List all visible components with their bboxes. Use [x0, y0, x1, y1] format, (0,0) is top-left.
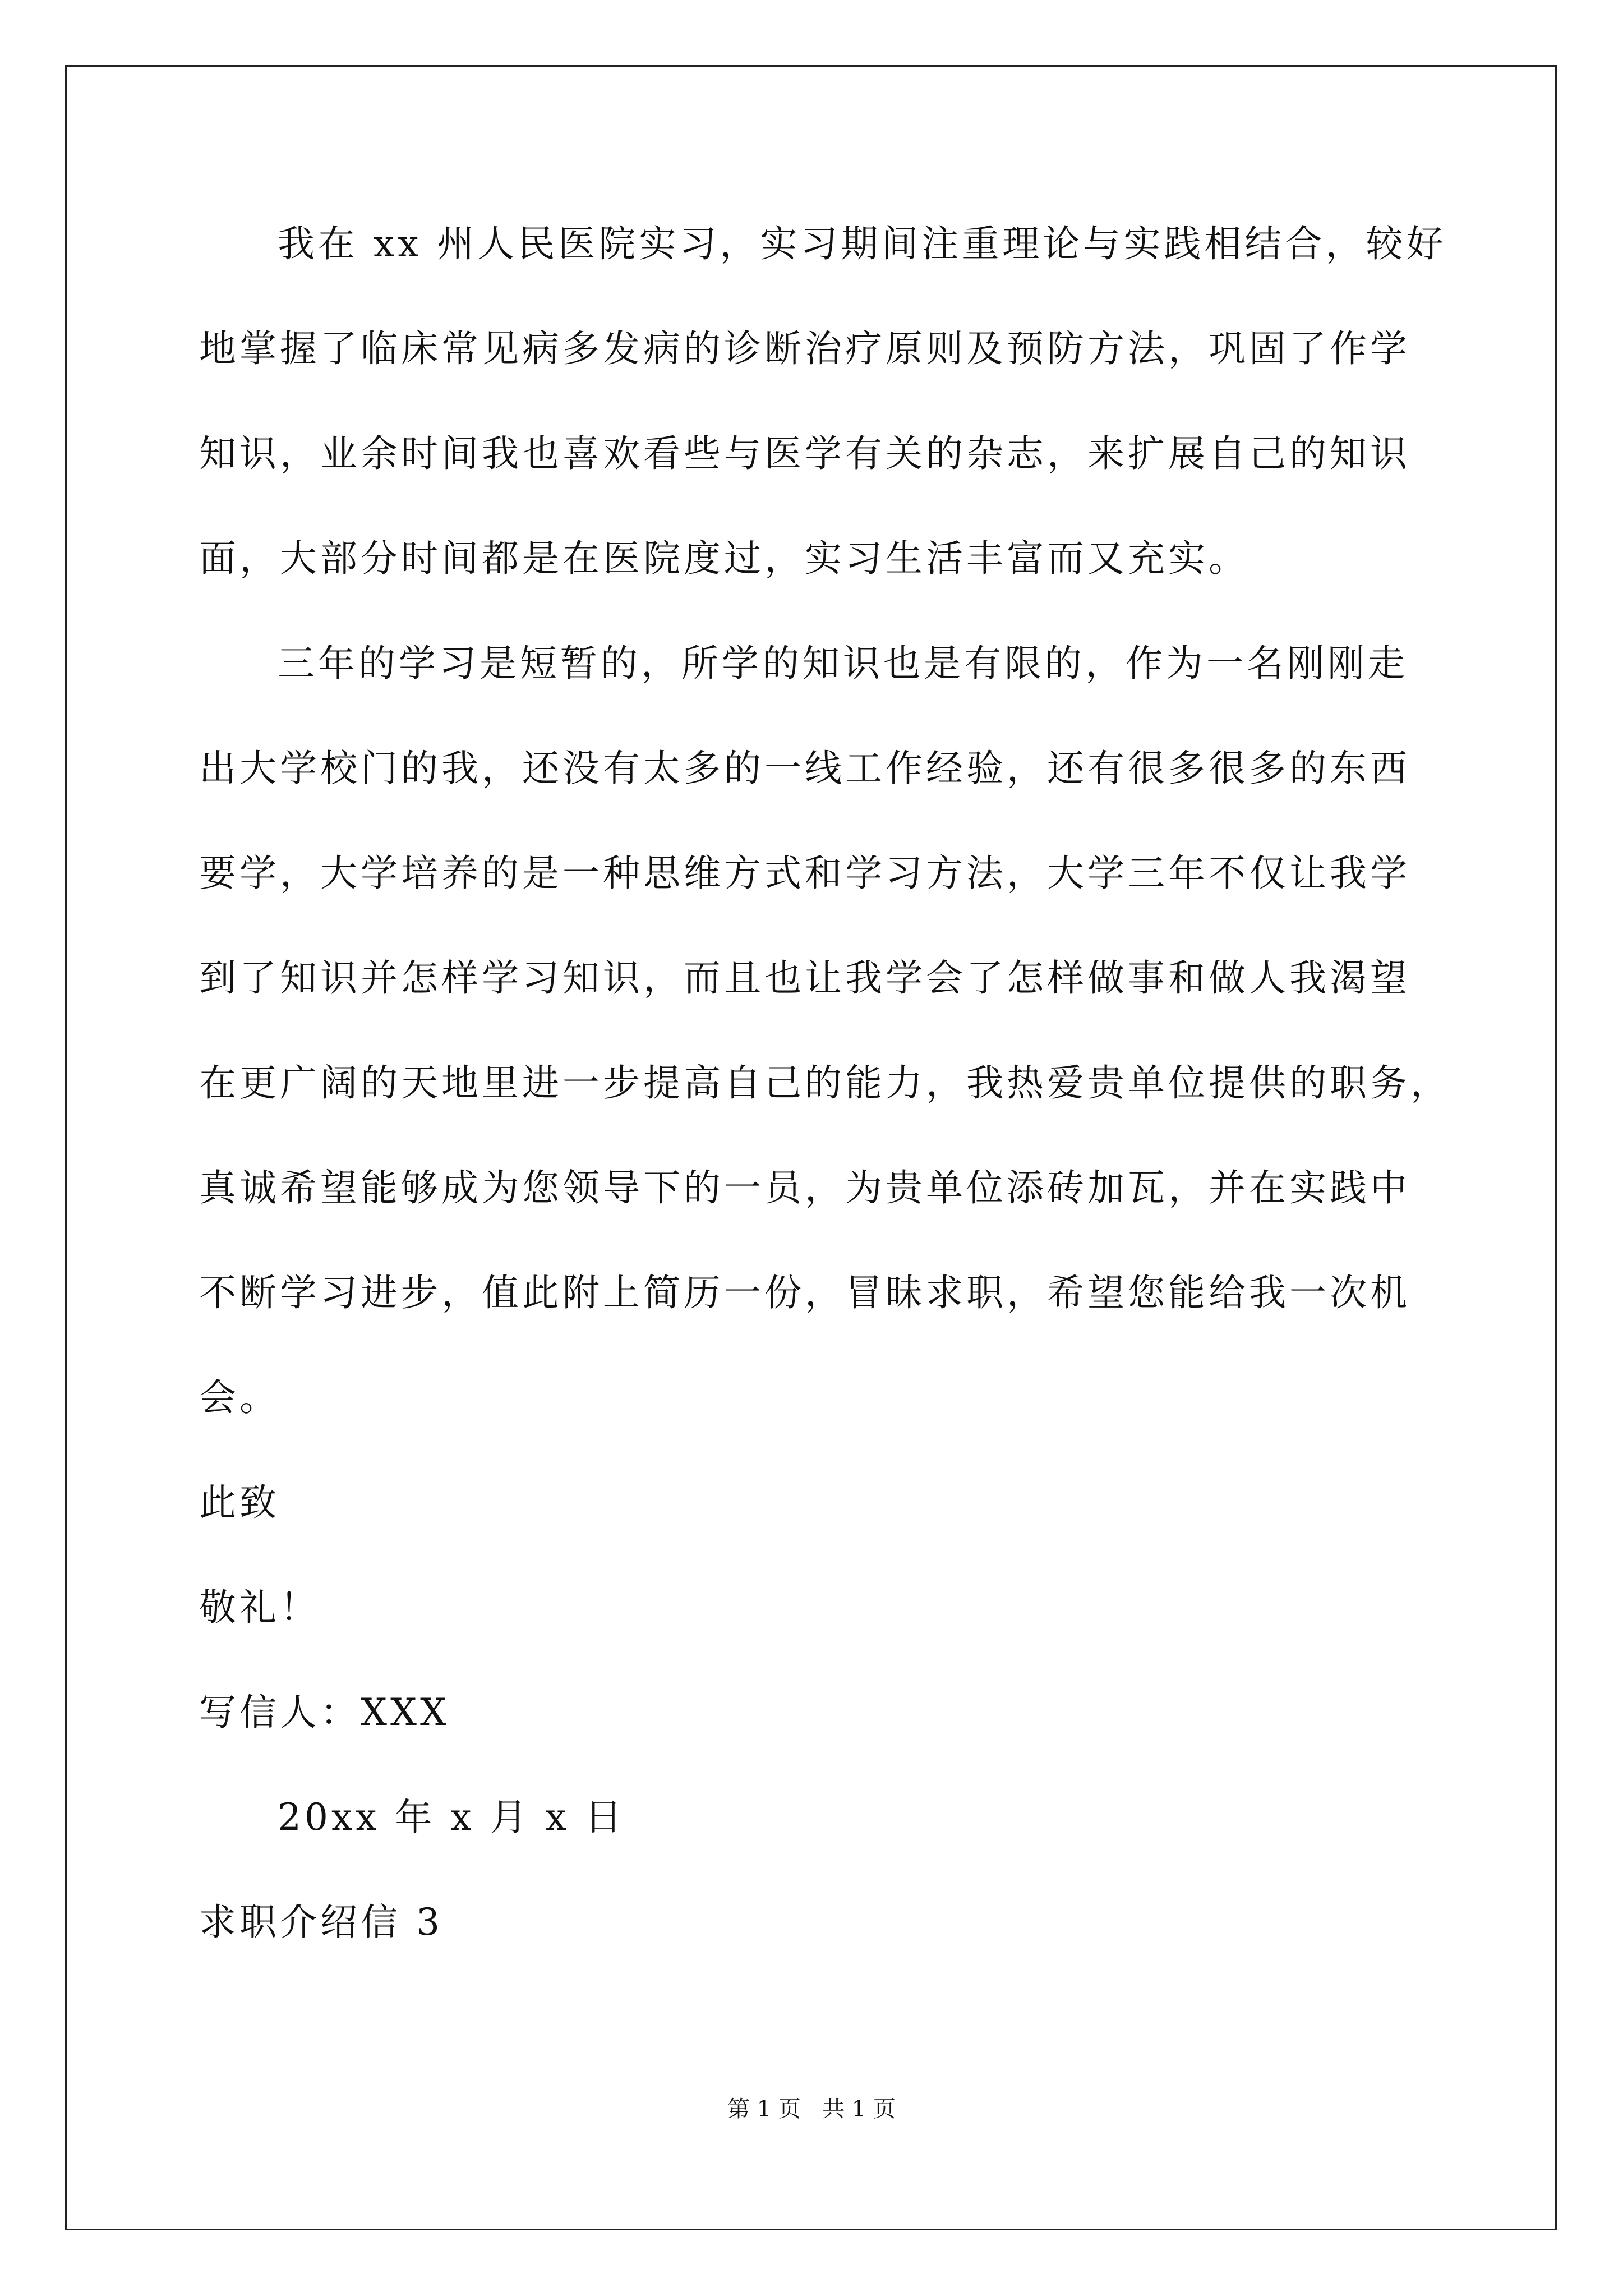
date-line: 20xx 年 x 月 x 日	[278, 1796, 625, 1839]
paragraph-2-line-5: 在更广阔的天地里进一步提高自己的能力，我热爱贵单位提供的职务，	[199, 1061, 1451, 1105]
next-section-title: 求职介绍信 3	[199, 1901, 443, 1944]
paragraph-2-line-8: 会。	[199, 1376, 280, 1419]
paragraph-2-line-7: 不断学习进步，值此附上简历一份，冒昧求职，希望您能给我一次机	[199, 1271, 1410, 1314]
paragraph-2-line-1: 三年的学习是短暂的，所学的知识也是有限的，作为一名刚刚走	[278, 642, 1408, 685]
signature-line: 写信人：XXX	[199, 1691, 450, 1734]
paragraph-2-line-6: 真诚希望能够成为您领导下的一员，为贵单位添砖加瓦，并在实践中	[199, 1166, 1410, 1209]
paragraph-2-line-4: 到了知识并怎样学习知识，而且也让我学会了怎样做事和做人我渴望	[199, 956, 1410, 1000]
paragraph-2-line-3: 要学，大学培养的是一种思维方式和学习方法，大学三年不仅让我学	[199, 852, 1410, 895]
page-footer: 第 1 页 共 1 页	[727, 2096, 896, 2122]
paragraph-1-line-4: 面，大部分时间都是在医院度过，实习生活丰富而又充实。	[199, 537, 1249, 580]
closing-regards: 敬礼！	[199, 1586, 320, 1629]
closing-salutation: 此致	[199, 1481, 280, 1524]
paragraph-1-line-1: 我在 xx 州人民医院实习，实习期间注重理论与实践相结合，较好	[278, 222, 1447, 265]
paragraph-1-line-3: 知识，业余时间我也喜欢看些与医学有关的杂志，来扩展自己的知识	[199, 432, 1410, 475]
paragraph-1-line-2: 地掌握了临床常见病多发病的诊断治疗原则及预防方法，巩固了作学	[199, 327, 1410, 370]
paragraph-2-line-2: 出大学校门的我，还没有太多的一线工作经验，还有很多很多的东西	[199, 747, 1410, 790]
